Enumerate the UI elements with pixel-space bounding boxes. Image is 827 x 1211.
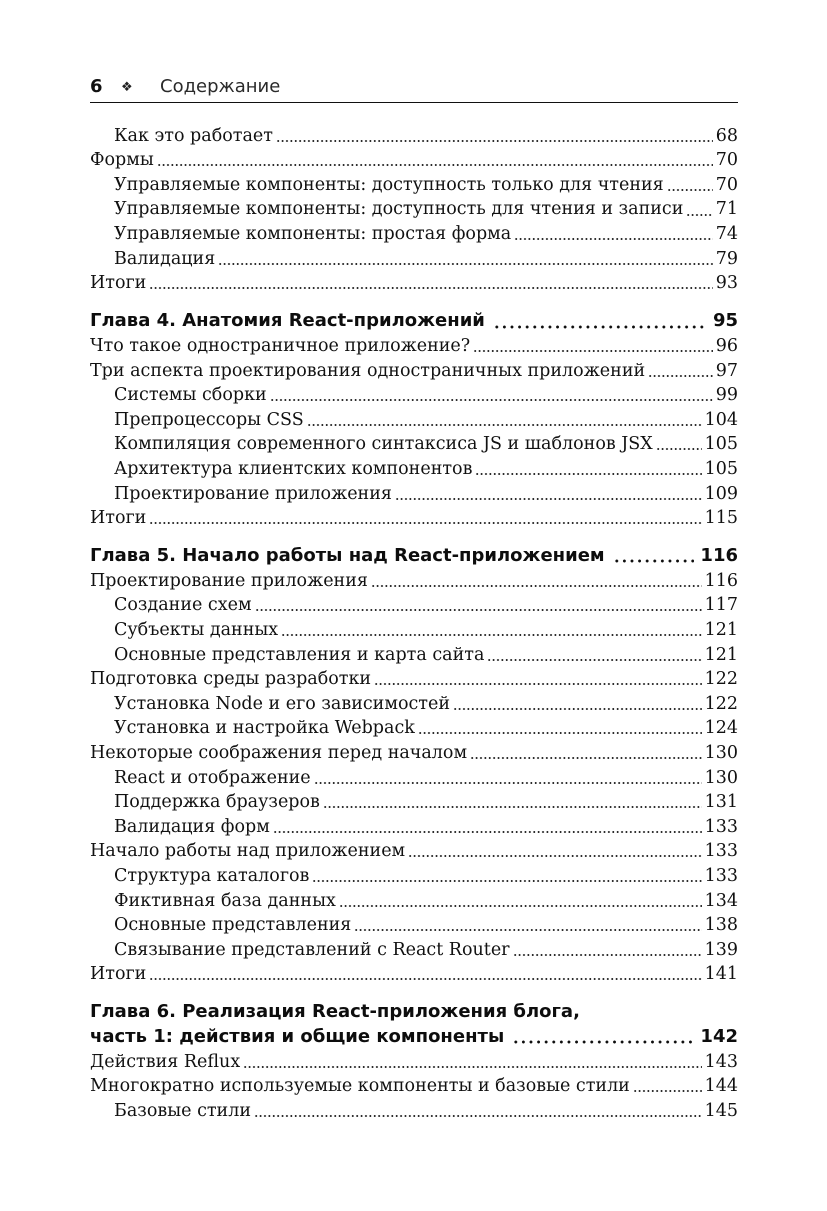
toc-entry-title: Итоги — [90, 508, 147, 529]
leader-dots — [473, 334, 713, 359]
leader-dots — [312, 864, 701, 889]
toc-entry — [90, 667, 738, 692]
leader-dots — [475, 457, 701, 482]
leader-dots — [218, 247, 712, 272]
leader-dots — [157, 148, 713, 173]
toc-entry — [90, 741, 738, 766]
toc-entry-page: 68 — [715, 125, 738, 146]
running-head-title: Содержание — [160, 76, 281, 97]
toc-subentry — [90, 864, 738, 889]
toc-entry-page: 99 — [715, 385, 738, 406]
toc-entry — [90, 359, 738, 384]
toc-entry-page: 144 — [704, 1076, 738, 1097]
toc-entry — [90, 1074, 738, 1099]
toc-entry-page: 121 — [704, 644, 738, 665]
toc-entry-page: 116 — [704, 570, 738, 591]
toc-entry-title: Действия Reflux — [90, 1051, 241, 1072]
toc-subentry — [90, 593, 738, 618]
toc-entry-title: Формы — [90, 150, 154, 171]
toc-entry-title: Препроцессоры CSS — [114, 409, 304, 430]
toc-entry-title: Системы сборки — [114, 385, 267, 406]
toc-entry-page: 134 — [704, 890, 738, 911]
ornament-icon: ❖ — [121, 80, 133, 95]
leader-dots — [493, 309, 707, 334]
toc-entry-title: Установка Node и его зависимостей — [114, 693, 450, 714]
toc-entry-page: 96 — [715, 335, 738, 356]
toc-entry-page: 104 — [704, 409, 738, 430]
toc-entry-page: 130 — [704, 767, 738, 788]
leader-dots — [276, 124, 713, 149]
toc-entry-title: Управляемые компоненты: доступность только для чтения — [114, 174, 664, 195]
toc-entry — [90, 962, 738, 987]
toc-entry-title: Субъекты данных — [114, 619, 279, 640]
leader-dots — [513, 938, 702, 963]
toc-entry — [90, 569, 738, 594]
toc-entry-page: 139 — [704, 939, 738, 960]
toc-entry-page: 130 — [704, 742, 738, 763]
toc-entry-title: Основные представления — [114, 915, 352, 936]
toc-entry-title: Проектирование приложения — [90, 570, 368, 591]
chapter-title-line-2: часть 1: действия и общие компоненты — [90, 1025, 505, 1047]
toc-subentry — [90, 790, 738, 815]
toc-entry-title: Основные представления и карта сайта — [114, 644, 485, 665]
toc-subentry — [90, 692, 738, 717]
toc-entry-page: 133 — [704, 865, 738, 886]
toc-entry-page: 93 — [715, 273, 738, 294]
toc-entry — [90, 148, 738, 173]
toc-entry-page: 133 — [704, 816, 738, 837]
toc-entry-page: 79 — [715, 248, 738, 269]
toc-subentry — [90, 383, 738, 408]
toc-entry-page: 124 — [704, 718, 738, 739]
toc-entry-title: Поддержка браузеров — [114, 792, 320, 813]
leader-dots — [254, 1099, 702, 1124]
table-of-contents — [90, 124, 738, 1124]
toc-entry-page: 70 — [715, 174, 738, 195]
chapter-heading-continued — [90, 1025, 738, 1050]
leader-dots — [354, 913, 701, 938]
leader-dots — [339, 889, 702, 914]
toc-subentry — [90, 173, 738, 198]
leader-dots — [314, 766, 702, 791]
toc-entry-title: Валидация — [114, 248, 216, 269]
toc-entry-page: 115 — [704, 508, 738, 529]
toc-subentry — [90, 938, 738, 963]
leader-dots — [453, 692, 702, 717]
leader-dots — [395, 482, 702, 507]
toc-entry-title: Итоги — [90, 273, 147, 294]
chapter-title: Глава 5. Начало работы над React-приложением — [90, 545, 605, 567]
leader-dots — [371, 569, 702, 594]
leader-dots — [307, 408, 702, 433]
toc-subentry — [90, 457, 738, 482]
toc-entry-title: Валидация форм — [114, 816, 270, 837]
leader-dots — [667, 173, 713, 198]
leader-dots — [686, 197, 712, 222]
leader-dots — [470, 741, 702, 766]
toc-subentry — [90, 222, 738, 247]
leader-dots — [512, 1025, 694, 1050]
toc-subentry — [90, 815, 738, 840]
toc-entry-page: 122 — [704, 693, 738, 714]
toc-entry-title: Подготовка среды разработки — [90, 669, 372, 690]
toc-entry-title: Итоги — [90, 964, 147, 985]
chapter-title-line-1: Глава 6. Реализация React-приложения блога, — [90, 1001, 580, 1023]
toc-subentry — [90, 247, 738, 272]
toc-subentry — [90, 432, 738, 457]
toc-entry-page: 143 — [704, 1051, 738, 1072]
chapter-page: 142 — [700, 1025, 738, 1047]
leader-dots — [408, 839, 701, 864]
toc-entry-page: 70 — [715, 150, 738, 171]
toc-subentry — [90, 643, 738, 668]
toc-entry — [90, 506, 738, 531]
toc-entry-title: Управляемые компоненты: доступность для чтения и записи — [114, 199, 684, 220]
toc-entry-page: 131 — [704, 792, 738, 813]
toc-subentry — [90, 1099, 738, 1124]
toc-entry-page: 74 — [715, 224, 738, 245]
toc-entry — [90, 271, 738, 296]
leader-dots — [418, 716, 702, 741]
toc-entry-title: Установка и настройка Webpack — [114, 718, 415, 739]
toc-entry — [90, 334, 738, 359]
leader-dots — [273, 815, 702, 840]
leader-dots — [374, 667, 702, 692]
toc-entry-page: 71 — [715, 199, 738, 220]
toc-entry-title: Архитектура клиентских компонентов — [114, 458, 473, 479]
toc-entry-page: 138 — [704, 915, 738, 936]
leader-dots — [648, 359, 713, 384]
toc-entry-title: React и отображение — [114, 767, 311, 788]
toc-entry-title: Многократно используемые компоненты и базовые стили — [90, 1076, 630, 1097]
toc-entry-title: Связывание представлений с React Router — [114, 939, 510, 960]
chapter-page: 95 — [712, 310, 738, 332]
chapter-heading — [90, 1000, 738, 1025]
leader-dots — [149, 962, 701, 987]
toc-subentry — [90, 197, 738, 222]
leader-dots — [255, 593, 702, 618]
leader-dots — [149, 271, 712, 296]
toc-entry-page: 117 — [704, 595, 738, 616]
leader-dots — [613, 544, 695, 569]
leader-dots — [656, 432, 702, 457]
toc-subentry — [90, 716, 738, 741]
page-number: 6 — [90, 76, 103, 97]
toc-entry — [90, 839, 738, 864]
toc-entry-page: 141 — [704, 964, 738, 985]
toc-entry-title: Как это работает — [114, 125, 273, 146]
toc-entry-title: Три аспекта проектирования одностраничных приложений — [90, 360, 646, 381]
chapter-heading — [90, 544, 738, 569]
leader-dots — [633, 1074, 702, 1099]
toc-subentry — [90, 482, 738, 507]
toc-entry-page: 133 — [704, 841, 738, 862]
chapter-title: Глава 4. Анатомия React-приложений — [90, 310, 485, 332]
toc-subentry — [90, 408, 738, 433]
toc-entry-title: Проектирование приложения — [114, 483, 392, 504]
toc-entry-page: 105 — [704, 434, 738, 455]
running-head — [90, 74, 738, 103]
toc-entry-title: Базовые стили — [114, 1100, 252, 1121]
toc-subentry — [90, 913, 738, 938]
toc-entry-title: Создание схем — [114, 595, 252, 616]
leader-dots — [487, 643, 701, 668]
toc-entry-title: Начало работы над приложением — [90, 841, 406, 862]
toc-entry-page: 109 — [704, 483, 738, 504]
toc-subentry — [90, 618, 738, 643]
chapter-heading — [90, 309, 738, 334]
leader-dots — [243, 1050, 701, 1075]
toc-subentry — [90, 889, 738, 914]
toc-subentry — [90, 766, 738, 791]
toc-entry-title: Фиктивная база данных — [114, 890, 336, 911]
leader-dots — [281, 618, 701, 643]
chapter-page: 116 — [700, 545, 738, 567]
leader-dots — [514, 222, 713, 247]
toc-entry-page: 105 — [704, 458, 738, 479]
toc-entry-title: Некоторые соображения перед началом — [90, 742, 468, 763]
leader-dots — [149, 506, 701, 531]
toc-entry-page: 145 — [704, 1100, 738, 1121]
toc-entry-title: Структура каталогов — [114, 865, 310, 886]
leader-dots — [323, 790, 702, 815]
leader-dots — [270, 383, 713, 408]
toc-entry — [90, 1050, 738, 1075]
toc-entry-page: 122 — [704, 669, 738, 690]
toc-entry-page: 121 — [704, 619, 738, 640]
toc-entry-title: Компиляция современного синтаксиса JS и шаблонов JSX — [114, 434, 653, 455]
toc-entry-page: 97 — [715, 360, 738, 381]
toc-entry-title: Что такое одностраничное приложение? — [90, 335, 471, 356]
toc-subentry — [90, 124, 738, 149]
toc-entry-title: Управляемые компоненты: простая форма — [114, 224, 512, 245]
